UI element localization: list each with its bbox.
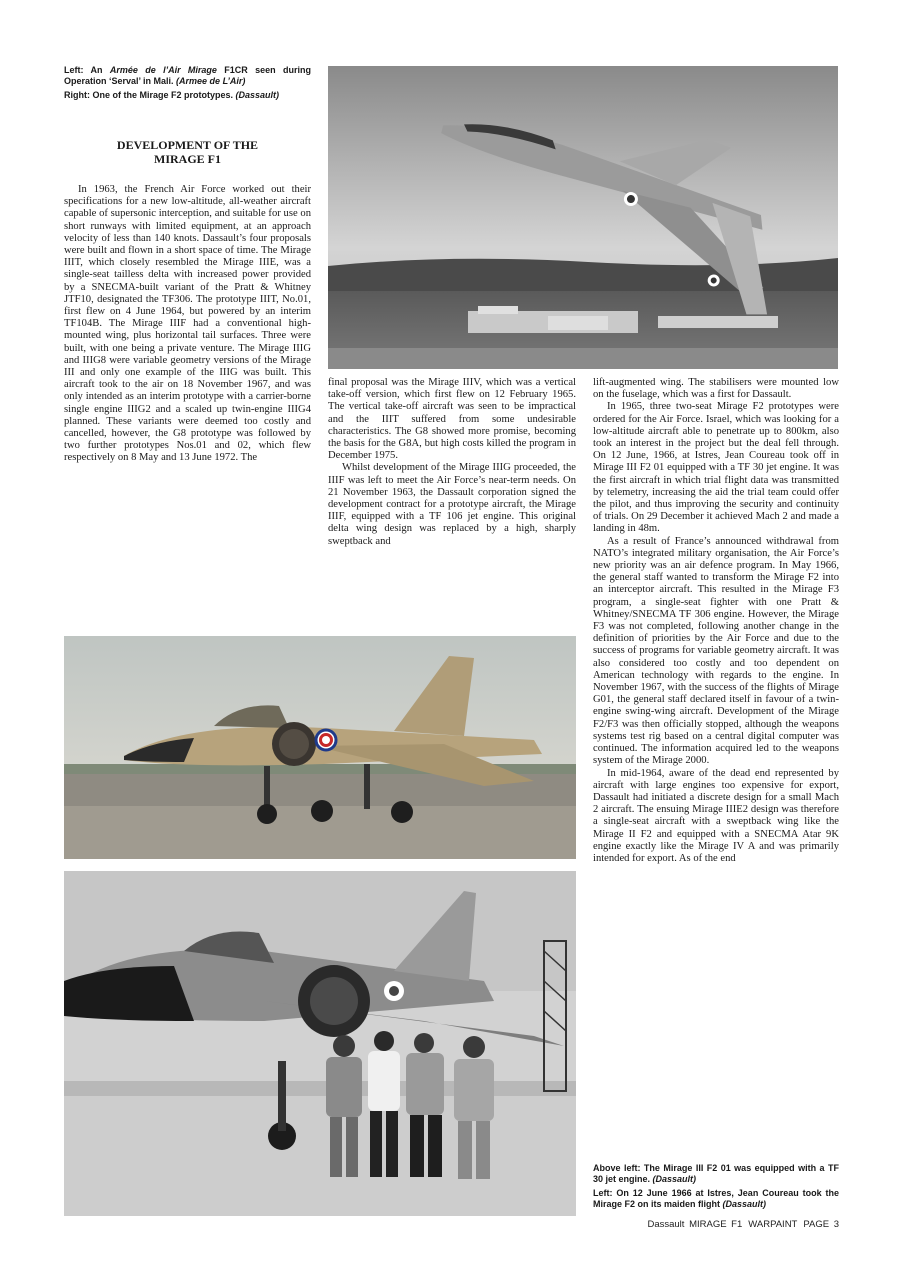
text-column-2 bbox=[328, 377, 576, 627]
text-column-1 bbox=[64, 184, 311, 626]
column3-paragraph-2: In 1965, three two-seat Mirage F2 prototypes were ordered for the Air Force. Israel, which was looking for a low-altitude aircraft able to penetrate up to 800km, also took an interest in the project but the deal fell through. On 12 June, 1966, at Istres, Jean Coureau took off in Mirage III F2 01 equipped with a TF 30 jet engine. It was the first aircraft in which trial flight data was transmitted by telemetry, increasing the aid the trial team could offer the pilot, and thus improving the security and continuity of trials. On 29 December it achieved Mach 2 and made a landing in 48m. bbox=[593, 401, 839, 535]
caption-right-credit: (Dassault) bbox=[235, 90, 280, 100]
caption-left-italic: Armée de l’Air Mirage bbox=[109, 65, 217, 75]
caption-right bbox=[64, 90, 311, 101]
caption-left-label: Left: An bbox=[64, 65, 110, 75]
photo-mirage-f2-flight-image bbox=[328, 66, 838, 369]
caption-right-label: Right: One of the Mirage F2 prototypes. bbox=[64, 90, 236, 100]
column3-paragraph-4: In mid-1964, aware of the dead end represented by aircraft with large engines too expensive for export, Dassault had initiated a discrete design for a small Mach 2 aircraft. The ensuing Mirage IIIE2 design was therefore a single-seat aircraft with a sweptback wing like the Mirage II F2 and equipped with a SNECMA Atar 9K engine exactly like the Mirage IV A and was primarily intended for export. As of the end bbox=[593, 767, 839, 864]
photo-mirage-f2-flight bbox=[328, 66, 838, 369]
photo-mirage-f2-ground-colour bbox=[64, 636, 576, 859]
caption-left-bottom-credit: (Dassault) bbox=[722, 1199, 767, 1209]
heading-line-2: MIRAGE F1 bbox=[154, 152, 221, 166]
caption-above-left-text: Above left: The Mirage III F2 01 was equipped with a TF 30 jet engine. bbox=[593, 1163, 839, 1184]
photo-crew-with-mirage-f2 bbox=[64, 871, 576, 1216]
text-column-3 bbox=[593, 377, 839, 1163]
column3-paragraph-3: As a result of France’s announced withdrawal from NATO’s integrated military organisation, the Air Force’s new priority was an air defence program. In May 1966, the general staff wanted to transform the Mirage F2 into an interceptor aircraft. This resulted in the Mirage F3 program, a single-seat fighter with one Pratt & Whitney/SNECMA TF 306 engine. However, the Mirage F3 was not completed, following another change in the definition of priorities by the Air Force and due to the success of programs for variable geometry aircraft. It was also considered too costly and too dependent on American technology with regards to the engine. In November 1967, with the success of the flights of Mirage G01, the general staff declared itself in favour of a twin-engine swing-wing aircraft. Development of the Mirage F2/F3 was then officially stopped, although the weapons systems test rig based on a central digital computer was continued. The information acquired led to the weapons system of the Mirage 2000. bbox=[593, 535, 839, 767]
footer-title: Dassault MIRAGE F1 bbox=[647, 1219, 743, 1230]
caption-left-credit: (Armee de L’Air) bbox=[176, 76, 246, 86]
caption-left-bottom bbox=[593, 1188, 839, 1210]
section-heading bbox=[64, 138, 311, 166]
photo-mirage-f2-ground-image bbox=[64, 636, 576, 859]
photo-crew-image bbox=[64, 871, 576, 1216]
column3-paragraph-1: lift-augmented wing. The stabilisers were mounted low on the fuselage, which was a first for Dassault. bbox=[593, 377, 839, 401]
caption-above-left bbox=[593, 1163, 839, 1185]
page-footer bbox=[593, 1219, 839, 1230]
footer-brand: WARPAINT bbox=[748, 1219, 798, 1230]
column2-paragraph-2: Whilst development of the Mirage IIIG proceeded, the IIIF was left to meet the Air Force’s near-term needs. On 21 November 1963, the Dassault corporation signed the development contract for a prototype aircraft, the Mirage IIIF, equipped with a TF 106 jet engine. This original delta wing design was replaced by a high, sharply sweptback and bbox=[328, 462, 576, 547]
caption-left-text: F1CR seen during Operation ‘Serval’ in Mali. bbox=[64, 65, 311, 86]
footer-page-number: PAGE 3 bbox=[803, 1219, 839, 1230]
caption-block-top bbox=[64, 65, 311, 104]
column2-paragraph-1: final proposal was the Mirage IIIV, which was a vertical take-off version, which first flew on 12 February 1965. The vertical take-off aircraft was seen to be impractical and the IIIT suffered from some undesirable characteristics. The G8 showed more promise, becoming the basis for the G8A, but high costs killed the program in December 1975. bbox=[328, 377, 576, 462]
caption-left-bottom-text: Left: On 12 June 1966 at Istres, Jean Coureau took the Mirage F2 on its maiden flight bbox=[593, 1188, 839, 1209]
heading-line-1: DEVELOPMENT OF THE bbox=[116, 138, 259, 152]
caption-above-left-credit: (Dassault) bbox=[652, 1174, 697, 1184]
caption-block-bottom bbox=[593, 1163, 839, 1213]
column1-paragraph-1: In 1963, the French Air Force worked out their specifications for a new low-altitude, all-weather aircraft capable of supersonic interception, and suitable for use on short runways with limited equipment, at an approach velocity of less than 140 knots. Dassault’s four proposals were built and flown in a short space of time. The Mirage IIIT, which closely resembled the Mirage IIIE, was a single-seat tailless delta with increased power provided by a SNECMA-built variant of the Pratt & Whitney JTF10, designated the TF306. The prototype IIIT, No.01, first flew on 4 June 1964, but powered by an interim TF104B. The Mirage IIIF had a conventional high-mounted wing, plus horizontal tail surfaces. Three were built, with one being a private venture. The Mirage IIIG and IIIG8 were variable geometry versions of the Mirage III and only one example of the IIIG was built. This aircraft took to the air on 18 November 1967, and was only intended as an interim prototype with a carrier-borne single engine IIIG2 and a scaled up twin-engine IIIG4 planned. These variants were deemed too costly and cancelled, however, the G8 prototype was followed by two further prototypes Nos.01 and 02, which flew respectively on 8 May and 13 June 1972. The bbox=[64, 184, 311, 464]
caption-left bbox=[64, 65, 311, 87]
